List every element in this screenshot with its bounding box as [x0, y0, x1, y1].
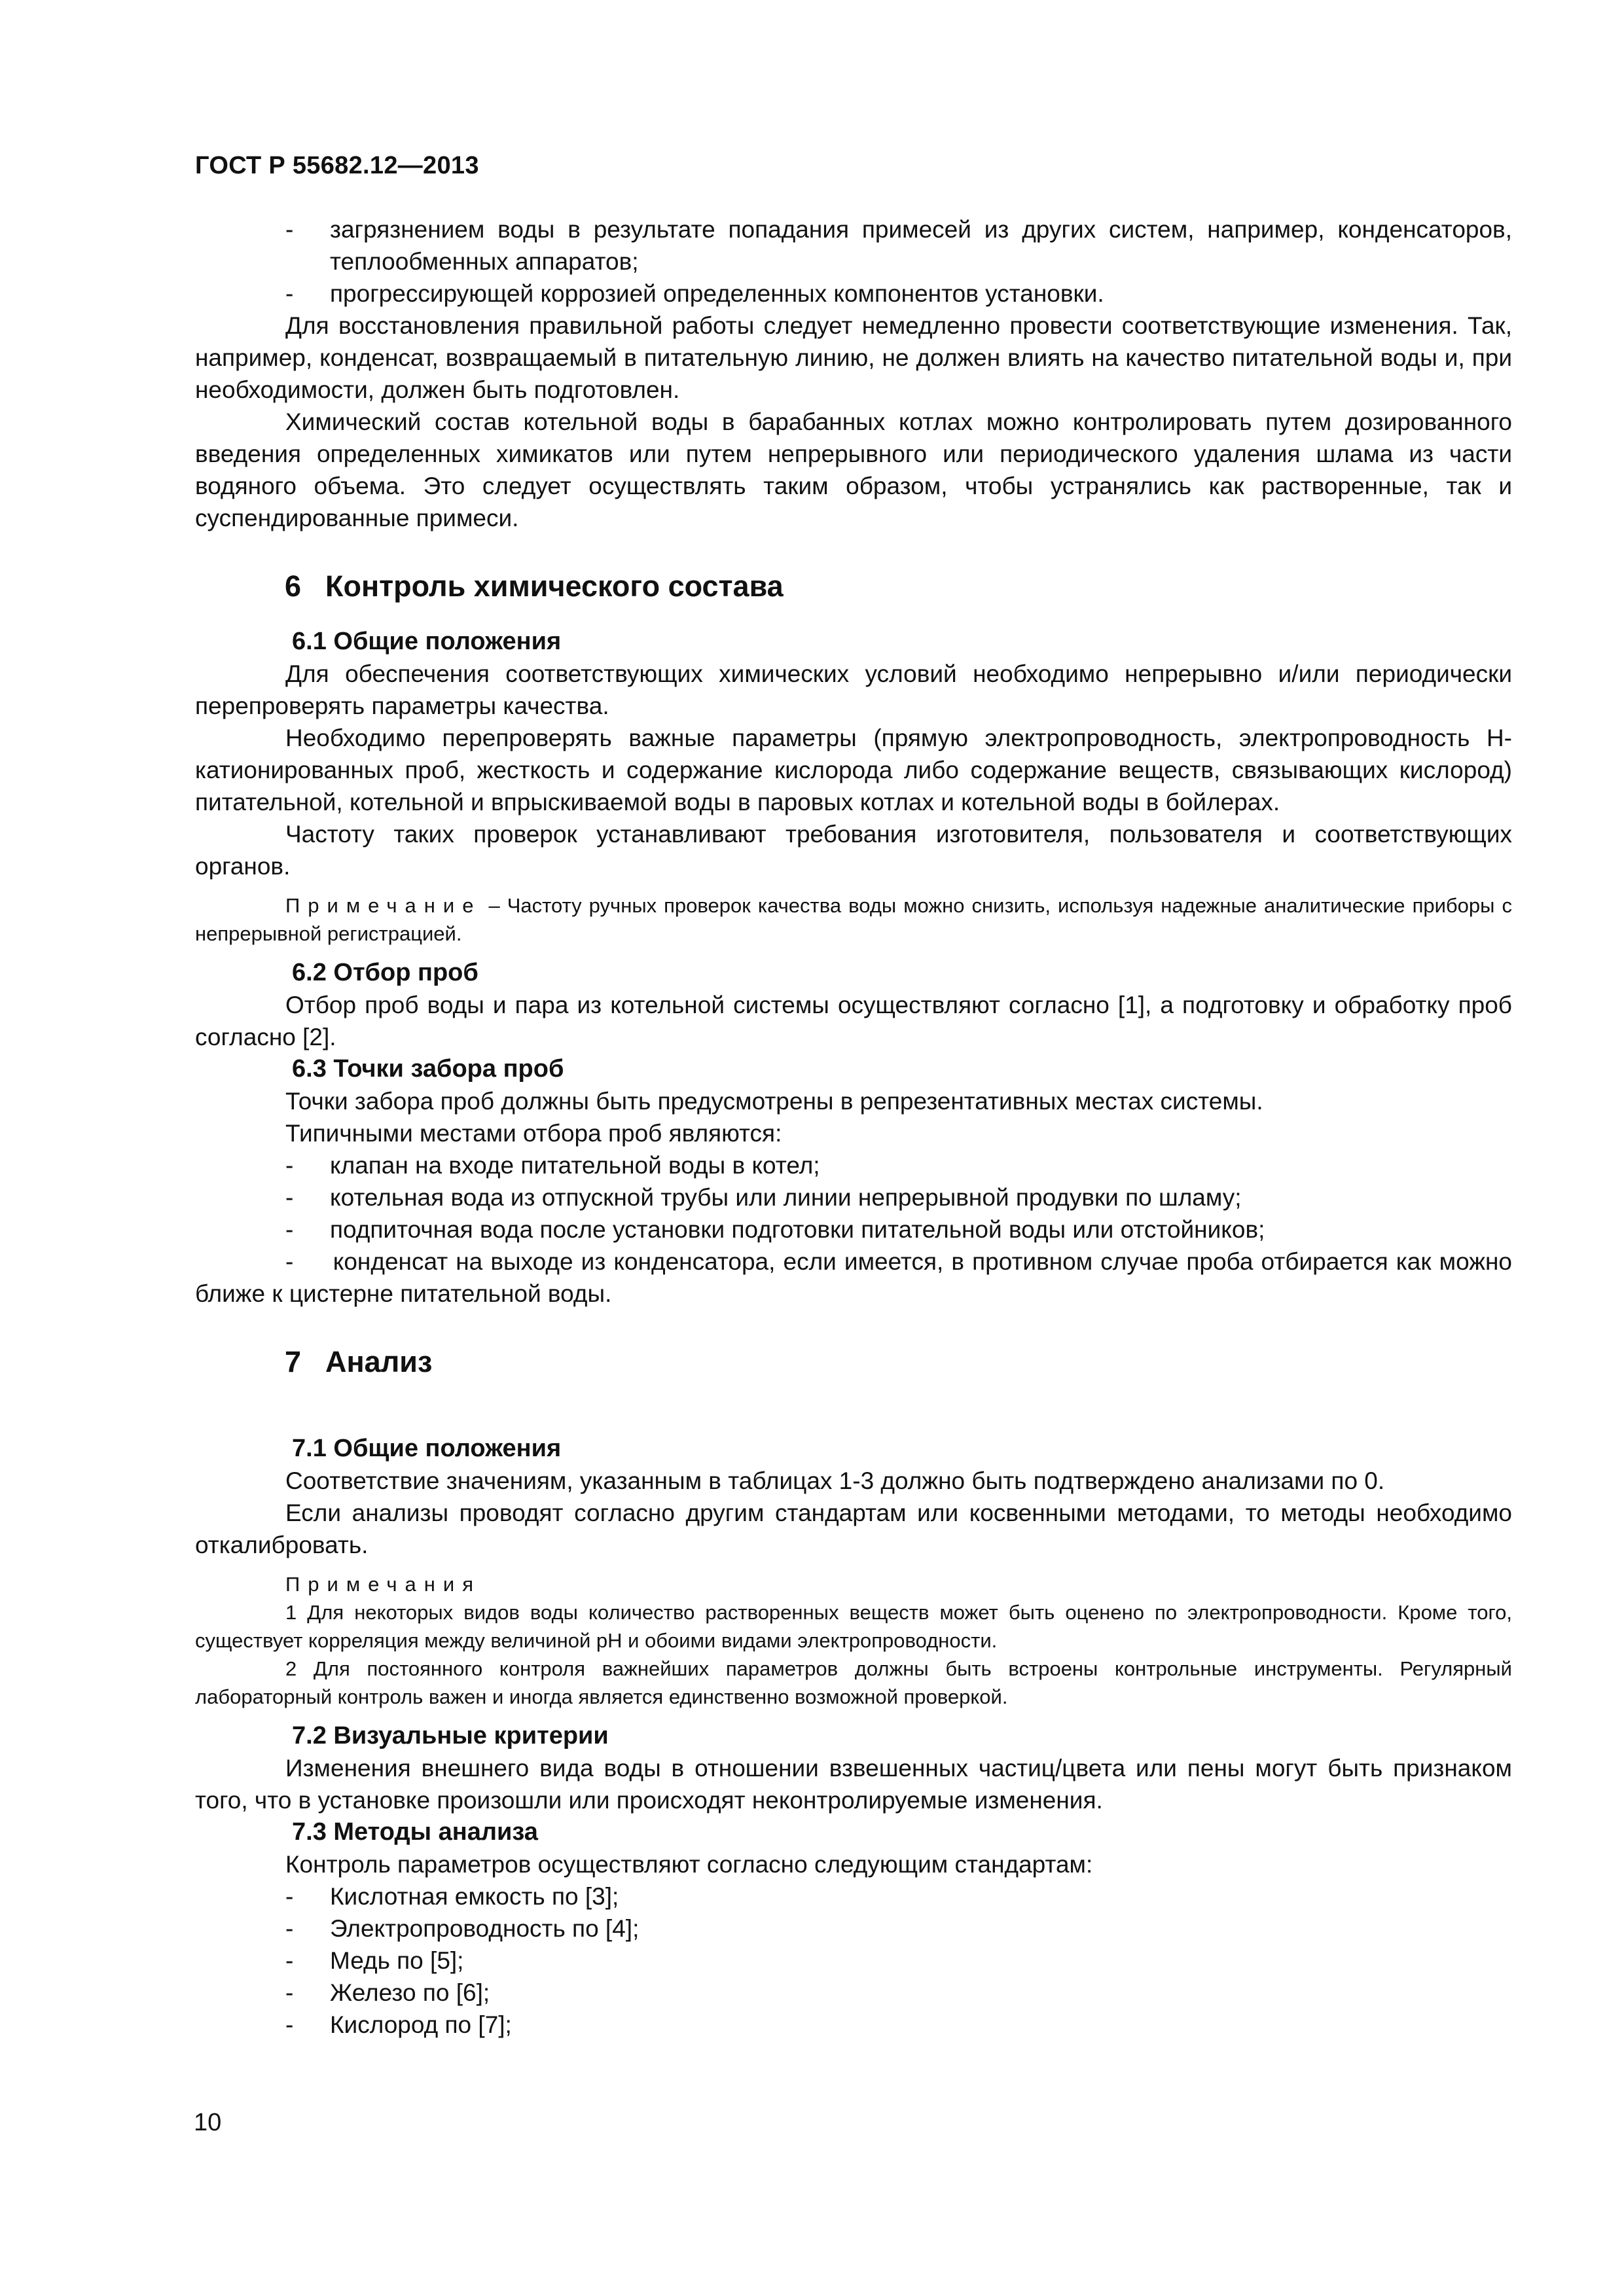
- subsection-heading: 6.1 Общие положения: [292, 628, 562, 655]
- section-title: Анализ: [325, 1345, 433, 1378]
- dash-marker: -: [285, 2011, 294, 2038]
- dash-marker: -: [285, 1184, 294, 1211]
- paragraph: Соответствие значениям, указанным в таблицах 1-3 должно быть подтверждено анализами по 0.: [285, 1467, 1385, 1494]
- list-item: [195, 278, 1512, 310]
- page-number: 10: [194, 2109, 222, 2136]
- dash-marker: -: [285, 1216, 294, 1243]
- list-item: [195, 1912, 1512, 1945]
- dash-marker: -: [285, 1947, 294, 1974]
- list-item-text: Железо по [6];: [330, 1979, 490, 2006]
- subsection-heading: 6.3 Точки забора проб: [292, 1055, 564, 1083]
- list-item-text: подпиточная вода после установки подготовки питательной воды или отстойников;: [330, 1216, 1265, 1243]
- list-item-text: Кислотная емкость по [3];: [330, 1883, 619, 1910]
- section-number: 6: [285, 569, 302, 603]
- list-item-text: котельная вода из отпускной трубы или линии непрерывной продувки по шламу;: [330, 1184, 1242, 1211]
- paragraph: Для обеспечения соответствующих химических условий необходимо непрерывно и/или периодически перепроверять параметры качества.: [195, 660, 1512, 719]
- note-label: Примечание: [285, 894, 482, 917]
- paragraph: Изменения внешнего вида воды в отношении взвешенных частиц/цвета или пены могут быть признаком того, что в установке произошли или происходят неконтролируемые изменения.: [195, 1755, 1512, 1814]
- note: [195, 891, 1512, 948]
- list-item-text: загрязнением воды в результате попадания примесей из других систем, например, конденсаторов, теплообменных аппаратов;: [330, 216, 1512, 275]
- subsection-heading: 7.2 Визуальные критерии: [292, 1722, 609, 1749]
- note-text: – Частоту ручных проверок качества воды можно снизить, используя надежные аналитические приборы с непрерывной регистрацией.: [195, 894, 1512, 945]
- list-item: [195, 1977, 1512, 2009]
- note: 1 Для некоторых видов воды количество растворенных веществ может быть оценено по электропроводности. Кроме того, существует корреляция между величиной pH и обоими видами электропроводности.: [195, 1601, 1512, 1652]
- list-item: [195, 1880, 1512, 1912]
- paragraph: Типичными местами отбора проб являются:: [285, 1120, 782, 1147]
- dash-marker: -: [285, 1979, 294, 2006]
- page-body: [195, 213, 1512, 2041]
- list-item: [195, 1181, 1512, 1213]
- subsection-heading: 7.1 Общие положения: [292, 1435, 562, 1462]
- list-item-text: Электропроводность по [4];: [330, 1915, 640, 1942]
- subsection-heading: 7.3 Методы анализа: [292, 1818, 538, 1846]
- paragraph: Частоту таких проверок устанавливают требования изготовителя, пользователя и соответствующих органов.: [195, 821, 1512, 880]
- paragraph: Для восстановления правильной работы следует немедленно провести соответствующие изменения. Так, например, конденсат, возвращаемый в питательную линию, не должен влиять на качество питательной воды и, при необходимости, должен быть подготовлен.: [195, 312, 1512, 403]
- section-title: Контроль химического состава: [325, 569, 784, 603]
- list-item: [195, 2009, 1512, 2041]
- paragraph: Необходимо перепроверять важные параметры (прямую электропроводность, электропроводность Н-катионированных проб, жесткость и содержание кислорода либо содержание веществ, связывающих кислород) питательной, котельной и впрыскиваемой воды в паровых котлах и котельной воды в бойлерах.: [195, 725, 1512, 816]
- paragraph: Отбор проб воды и пара из котельной системы осуществляют согласно [1], а подготовку и обработку проб согласно [2].: [195, 992, 1512, 1050]
- dash-marker: -: [285, 1915, 294, 1942]
- standard-id: ГОСТ Р 55682.12—2013: [195, 152, 479, 179]
- section-heading: [195, 1342, 1512, 1382]
- dash-marker: -: [285, 216, 294, 243]
- section-number: 7: [285, 1345, 302, 1378]
- list-item-text: прогрессирующей коррозией определенных компонентов установки.: [330, 280, 1104, 307]
- paragraph: Химический состав котельной воды в барабанных котлах можно контролировать путем дозированного введения определенных химикатов или путем непрерывного или периодического удаления шлама из части водяного объема. Это следует осуществлять таким образом, чтобы устранялись как растворенные, так и суспендированные примеси.: [195, 408, 1512, 531]
- subsection-heading: 6.2 Отбор проб: [292, 959, 478, 986]
- list-item: [195, 1149, 1512, 1181]
- list-item-text: Кислород по [7];: [330, 2011, 512, 2038]
- list-item-text: Медь по [5];: [330, 1947, 464, 1974]
- dash-marker: -: [285, 280, 294, 307]
- paragraph: Точки забора проб должны быть предусмотрены в репрезентативных местах системы.: [285, 1088, 1263, 1115]
- note: 2 Для постоянного контроля важнейших параметров должны быть встроены контрольные инструменты. Регулярный лабораторный контроль важен и иногда является единственно возможной проверкой.: [195, 1657, 1512, 1708]
- list-item-text: клапан на входе питательной воды в котел;: [330, 1152, 820, 1179]
- section-heading: [195, 567, 1512, 606]
- list-item: [195, 213, 1512, 278]
- list-item: [195, 1945, 1512, 1977]
- paragraph: Контроль параметров осуществляют согласно следующим стандартам:: [285, 1851, 1093, 1878]
- list-item-wrapped: [195, 1246, 1512, 1310]
- list-item: [195, 1213, 1512, 1246]
- list-item-text: конденсат на выходе из конденсатора, если имеется, в противном случае проба отбирается как можно ближе к цистерне питательной воды.: [195, 1248, 1512, 1307]
- dash-marker: -: [285, 1248, 294, 1275]
- paragraph: Если анализы проводят согласно другим стандартам или косвенными методами, то методы необходимо откалибровать.: [195, 1499, 1512, 1558]
- dash-marker: -: [285, 1883, 294, 1910]
- notes-label: Примечания: [285, 1573, 481, 1596]
- dash-marker: -: [285, 1152, 294, 1179]
